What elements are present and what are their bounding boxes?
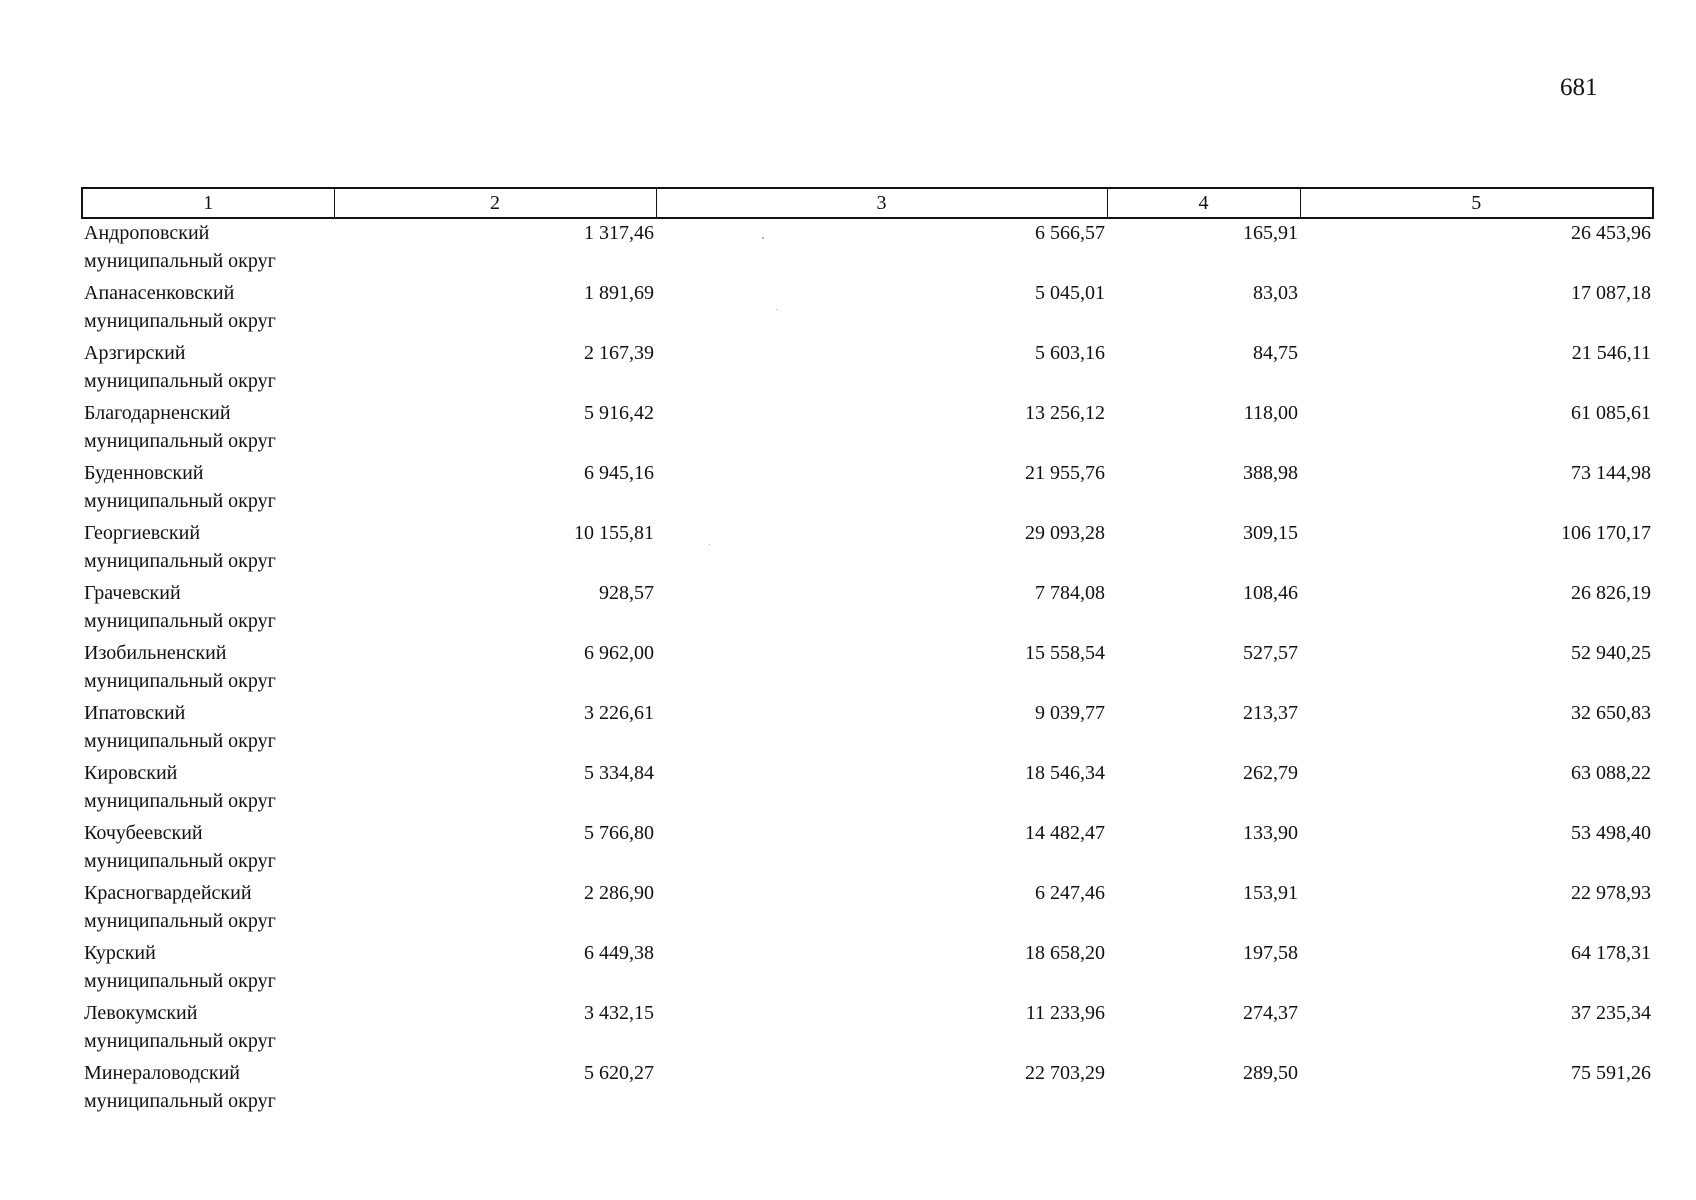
table-row <box>82 399 1653 459</box>
district-name: Кировский <box>84 762 178 784</box>
district-name: Левокумский <box>84 1002 198 1024</box>
value-cell-col-5: 21 546,11 <box>1571 342 1651 364</box>
district-name-cell <box>82 759 334 819</box>
value-cell-col-4: 84,75 <box>1253 342 1298 364</box>
district-name-cell <box>82 939 334 999</box>
value-cell-col-2: 6 449,38 <box>584 942 654 964</box>
value-cell-col-3: 21 955,76 <box>1025 462 1105 484</box>
column-header-3: 3 <box>656 188 1107 218</box>
value-cell-col-3: 22 703,29 <box>1025 1062 1105 1084</box>
value-cell-col-4: 388,98 <box>1243 462 1298 484</box>
district-name: Апанасенковский <box>84 282 235 304</box>
column-header-1: 1 <box>82 188 334 218</box>
value-cell-col-3: 11 233,96 <box>1025 1002 1105 1024</box>
district-name: Благодарненский <box>84 402 231 424</box>
value-cell-col-5: 17 087,18 <box>1571 282 1651 304</box>
district-type: муниципальный округ <box>84 550 276 572</box>
value-cell-col-3: 15 558,54 <box>1025 642 1105 664</box>
value-cell-col-4: 262,79 <box>1243 762 1298 784</box>
district-name: Кочубеевский <box>84 822 203 844</box>
district-name-cell <box>82 999 334 1059</box>
value-cell-col-4: 197,58 <box>1243 942 1298 964</box>
value-cell-col-3: 5 045,01 <box>1035 282 1105 304</box>
value-cell-col-2: 1 891,69 <box>584 282 654 304</box>
value-cell-col-5: 53 498,40 <box>1571 822 1651 844</box>
district-name: Ипатовский <box>84 702 186 724</box>
district-type: муниципальный округ <box>84 670 276 692</box>
district-name: Георгиевский <box>84 522 201 544</box>
table-row <box>82 579 1653 639</box>
value-cell-col-2: 6 945,16 <box>584 462 654 484</box>
district-type: муниципальный округ <box>84 610 276 632</box>
district-type: муниципальный округ <box>84 250 276 272</box>
table-row <box>82 519 1653 579</box>
value-cell-col-5: 22 978,93 <box>1571 882 1651 904</box>
table-row <box>82 879 1653 939</box>
value-cell-col-5: 32 650,83 <box>1571 702 1651 724</box>
value-cell-col-2: 6 962,00 <box>584 642 654 664</box>
district-type: муниципальный округ <box>84 310 276 332</box>
value-cell-col-3: 9 039,77 <box>1035 702 1105 724</box>
district-name-cell <box>82 819 334 879</box>
district-type: муниципальный округ <box>84 490 276 512</box>
value-cell-col-2: 5 620,27 <box>584 1062 654 1084</box>
value-cell-col-5: 52 940,25 <box>1571 642 1651 664</box>
value-cell-col-3: 18 546,34 <box>1025 762 1105 784</box>
district-name: Минераловодский <box>84 1062 241 1084</box>
table-body <box>82 218 1653 1119</box>
scan-speck <box>776 309 777 310</box>
value-cell-col-5: 75 591,26 <box>1571 1062 1651 1084</box>
table-row <box>82 699 1653 759</box>
header-row <box>82 188 1653 218</box>
table-row <box>82 279 1653 339</box>
district-name: Изобильненский <box>84 642 227 664</box>
value-cell-col-5: 64 178,31 <box>1571 942 1651 964</box>
column-header-2: 2 <box>334 188 656 218</box>
district-name-cell <box>82 519 334 579</box>
value-cell-col-3: 7 784,08 <box>1035 582 1105 604</box>
value-cell-col-2: 1 317,46 <box>584 222 654 244</box>
table-row <box>82 819 1653 879</box>
value-cell-col-4: 153,91 <box>1243 882 1298 904</box>
data-table <box>81 187 1654 1119</box>
district-name-cell <box>82 879 334 939</box>
value-cell-col-2: 5 766,80 <box>584 822 654 844</box>
value-cell-col-5: 26 826,19 <box>1571 582 1651 604</box>
value-cell-col-3: 29 093,28 <box>1025 522 1105 544</box>
scan-speck <box>762 237 764 239</box>
value-cell-col-4: 118,00 <box>1243 402 1298 424</box>
district-type: муниципальный округ <box>84 370 276 392</box>
district-name: Буденновский <box>84 462 204 484</box>
district-type: муниципальный округ <box>84 1090 276 1112</box>
table-row <box>82 459 1653 519</box>
district-name: Андроповский <box>84 222 210 244</box>
district-name-cell <box>82 639 334 699</box>
district-name-cell <box>82 399 334 459</box>
district-name-cell <box>82 279 334 339</box>
table-row <box>82 759 1653 819</box>
value-cell-col-5: 61 085,61 <box>1571 402 1651 424</box>
district-type: муниципальный округ <box>84 850 276 872</box>
table-row <box>82 999 1653 1059</box>
value-cell-col-4: 165,91 <box>1243 222 1298 244</box>
district-name-cell <box>82 1059 334 1119</box>
table-header <box>82 188 1653 218</box>
district-name: Арзгирский <box>84 342 186 364</box>
table-row <box>82 339 1653 399</box>
table-row <box>82 939 1653 999</box>
value-cell-col-4: 289,50 <box>1243 1062 1298 1084</box>
value-cell-col-5: 63 088,22 <box>1571 762 1651 784</box>
value-cell-col-2: 3 432,15 <box>584 1002 654 1024</box>
scan-speck <box>709 544 710 545</box>
district-name-cell <box>82 699 334 759</box>
district-type: муниципальный округ <box>84 910 276 932</box>
district-type: муниципальный округ <box>84 970 276 992</box>
value-cell-col-3: 6 566,57 <box>1035 222 1105 244</box>
value-cell-col-2: 2 286,90 <box>584 882 654 904</box>
value-cell-col-4: 133,90 <box>1243 822 1298 844</box>
table-row <box>82 639 1653 699</box>
value-cell-col-4: 83,03 <box>1253 282 1298 304</box>
district-name: Курский <box>84 942 156 964</box>
page-number: 681 <box>1560 74 1598 101</box>
value-cell-col-4: 108,46 <box>1243 582 1298 604</box>
district-name-cell <box>82 218 334 279</box>
district-type: муниципальный округ <box>84 790 276 812</box>
value-cell-col-3: 18 658,20 <box>1025 942 1105 964</box>
value-cell-col-3: 5 603,16 <box>1035 342 1105 364</box>
table-row <box>82 218 1653 279</box>
value-cell-col-5: 37 235,34 <box>1571 1002 1651 1024</box>
value-cell-col-4: 274,37 <box>1243 1002 1298 1024</box>
value-cell-col-2: 928,57 <box>599 582 654 604</box>
district-type: муниципальный округ <box>84 430 276 452</box>
value-cell-col-4: 527,57 <box>1243 642 1298 664</box>
value-cell-col-2: 3 226,61 <box>584 702 654 724</box>
district-name-cell <box>82 579 334 639</box>
value-cell-col-3: 13 256,12 <box>1025 402 1105 424</box>
district-type: муниципальный округ <box>84 1030 276 1052</box>
district-name: Красногвардейский <box>84 882 252 904</box>
value-cell-col-3: 6 247,46 <box>1035 882 1105 904</box>
table-row <box>82 1059 1653 1119</box>
district-name-cell <box>82 459 334 519</box>
value-cell-col-4: 213,37 <box>1243 702 1298 724</box>
value-cell-col-3: 14 482,47 <box>1025 822 1105 844</box>
value-cell-col-5: 26 453,96 <box>1571 222 1651 244</box>
data-table-container <box>81 187 1652 1119</box>
district-type: муниципальный округ <box>84 730 276 752</box>
value-cell-col-5: 73 144,98 <box>1571 462 1651 484</box>
district-name: Грачевский <box>84 582 181 604</box>
column-header-4: 4 <box>1107 188 1300 218</box>
value-cell-col-5: 106 170,17 <box>1561 522 1651 544</box>
value-cell-col-2: 10 155,81 <box>574 522 654 544</box>
value-cell-col-4: 309,15 <box>1243 522 1298 544</box>
value-cell-col-2: 5 916,42 <box>584 402 654 424</box>
column-header-5: 5 <box>1300 188 1653 218</box>
district-name-cell <box>82 339 334 399</box>
value-cell-col-2: 5 334,84 <box>584 762 654 784</box>
value-cell-col-2: 2 167,39 <box>584 342 654 364</box>
